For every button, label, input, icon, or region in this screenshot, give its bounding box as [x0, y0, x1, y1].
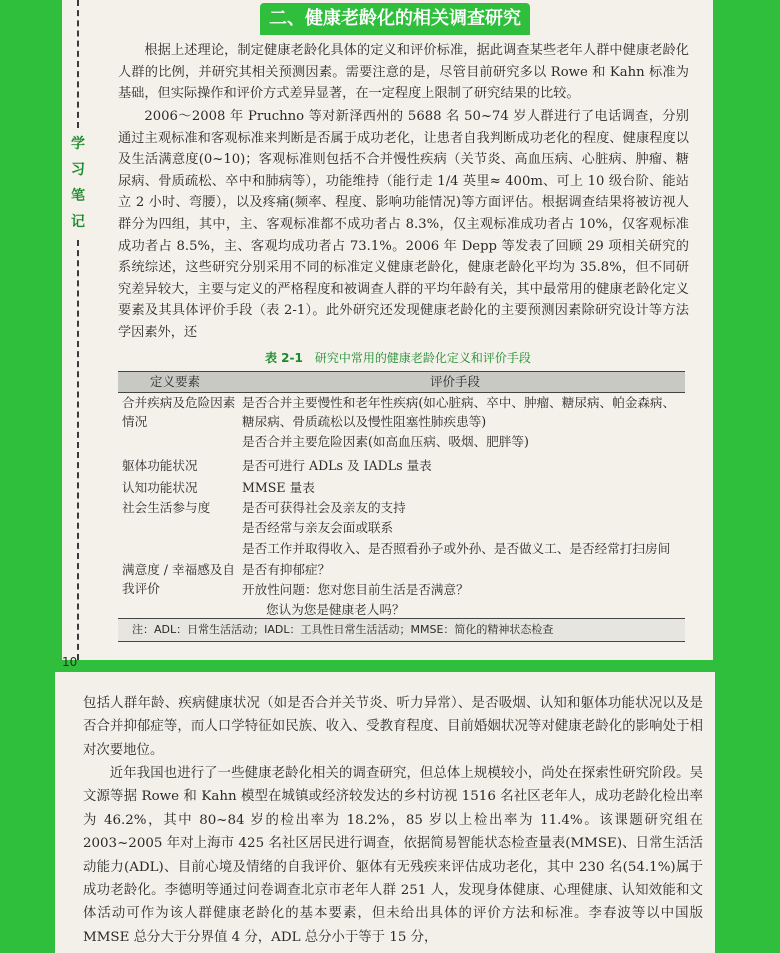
- table-footnote: [118, 618, 685, 642]
- sidebar-char: 学: [71, 136, 85, 152]
- sidebar-dashed-line: [77, 0, 79, 128]
- section-title-banner: [260, 3, 530, 35]
- table-row-eval: 是否合并主要危险因素(如高血压病、吸烟、肥胖等): [242, 434, 529, 449]
- table-row-eval: MMSE 量表: [242, 480, 315, 495]
- sidebar-char: 习: [71, 162, 85, 178]
- table-header-cell: 评价手段: [430, 374, 481, 389]
- paragraph: [118, 40, 689, 105]
- table-caption: [265, 349, 531, 366]
- table-caption-text: 研究中常用的健康老龄化定义和评价手段: [314, 351, 531, 365]
- table-row-label: 躯体功能状况: [122, 458, 198, 473]
- table-header-row: [118, 371, 685, 393]
- paragraph-text: 根据上述理论，制定健康老龄化具体的定义和评价标准，据此调查某些老年人群中健康老龄化人群的比例，并研究其相关预测因素。需要注意的是，尽管目前研究多以 Rowe 和 Kahn 标准为基础，但实际操作和评价方式差异显著，在一定程度上限制了研究结果的比较。: [118, 43, 689, 102]
- table-row-eval: 是否可获得社会及亲友的支持: [242, 500, 406, 515]
- section-title: 二、健康老龄化的相关调查研究: [269, 8, 521, 29]
- table-row-eval: 您认为您是健康老人吗？: [266, 602, 405, 617]
- paragraph-text: 2006～2008 年 Pruchno 等对新泽西州的 5688 名 50~74 岁人群进行了电话调查，分别通过主观标准和客观标准来判断是否属于成功老化，让患者自我判断成功老化的程度、健康程度以及生活满意度(0~10)；客观标准则包括不合并慢性疾病（关节炎、高血压病、心脏病、肿瘤、糖尿病、骨质疏松、卒中和肺病等），功能维持（能行走 1/4 英里≈ 400m、可上 10 级台阶、能站立 2 小时、弯腰），以及疼痛(频率、程度、影响功能情况)等方面评估。根据调查结果将被访视人群分为四组，其中，主、客观标准都不成功者占 8.3%，仅主观标准成功者占 10%，仅客观标准成功者占 8.5%，主、客观均成功者占 73.1%。2006 年 Depp 等发表了回顾 29 项相关研究的系统综述，这些研究分别采用不同的标准定义健康老龄化，健康老龄化平均为 35.8%，但不同研究差异较大，主要与定义的严格程度和被调查人群的平均年龄有关，其中最常用的健康老龄化定义要素及其具体评价手段（表 2-1）。此外研究还发现健康老龄化的主要预测因素除研究设计等方法学因素外，还: [118, 109, 689, 340]
- table-header-cell: 定义要素: [150, 374, 201, 389]
- paragraph: [83, 692, 703, 762]
- study-notes-sidebar: [66, 0, 92, 660]
- page-number: 10: [62, 655, 78, 669]
- paragraph-text: 近年我国也进行了一些健康老龄化相关的调查研究，但总体上规模较小，尚处在探索性研究阶段。吴文源等据 Rowe 和 Kahn 模型在城镇或经济较发达的乡村访视 1516 名社区老年人，成功老龄化检出率为 46.2%，其中 80~84 岁的检出率为 18.2%，85 岁以上检出率为 11.4%。该课题研究组在 2003~2005 年对上海市 425 名社区居民进行调查，依据简易智能状态检查量表(MMSE)、日常生活活动能力(ADL)、目前心境及情绪的自我评价、躯体有无残疾来评估成功老化，其中 230 名(54.1%)属于成功老龄化。李德明等通过问卷调查北京市老年人群 251 人，发现身体健康、心理健康、认知效能和文体活动可作为该人群健康老龄化的基本要素，但未给出具体的评价方法和标准。李春波等以中国版 MMSE 总分大于分界值 4 分，ADL 总分小于等于 15 分，: [83, 766, 703, 945]
- sidebar-char: 笔: [71, 188, 85, 204]
- table-row-label: 社会生活参与度: [122, 500, 211, 515]
- table-row-eval: 是否有抑郁症？: [242, 562, 331, 577]
- paragraph: [83, 762, 703, 949]
- table-row-eval: 开放性问题：您对您目前生活是否满意？: [242, 582, 469, 597]
- table-note: 注：ADL：日常生活活动；IADL：工具性日常生活活动；MMSE：简化的精神状态检查: [132, 623, 554, 636]
- table-row-eval: 是否工作并取得收入、是否照看孙子或外孙、是否做义工、是否经常打扫房间: [242, 541, 671, 556]
- sidebar-char: 记: [71, 214, 85, 230]
- table-row-eval: 是否经常与亲友会面或联系: [242, 520, 394, 535]
- table-number: 表 2-1: [265, 351, 303, 365]
- table-row-label: 满意度 / 幸福感及自我评价: [122, 562, 235, 596]
- table-row-label: 认知功能状况: [122, 480, 198, 495]
- table-row-label: 合并疾病及危险因素情况: [122, 395, 236, 429]
- paragraph: [118, 106, 689, 344]
- table-row-eval: 是否可进行 ADLs 及 IADLs 量表: [242, 458, 432, 473]
- paragraph-text: 包括人群年龄、疾病健康状况（如是否合并关节炎、听力异常）、是否吸烟、认知和躯体功能状况以及是否合并抑郁症等，而人口学特征如民族、收入、受教育程度、目前婚姻状况等对健康老龄化的影响处于相对次要地位。: [83, 696, 703, 758]
- table-row-eval: 是否合并主要慢性和老年性疾病(如心脏病、卒中、肿瘤、糖尿病、帕金森病、糖尿病、骨质疏松以及慢性阻塞性肺疾患等): [242, 395, 676, 429]
- sidebar-dashed-line: [77, 240, 79, 660]
